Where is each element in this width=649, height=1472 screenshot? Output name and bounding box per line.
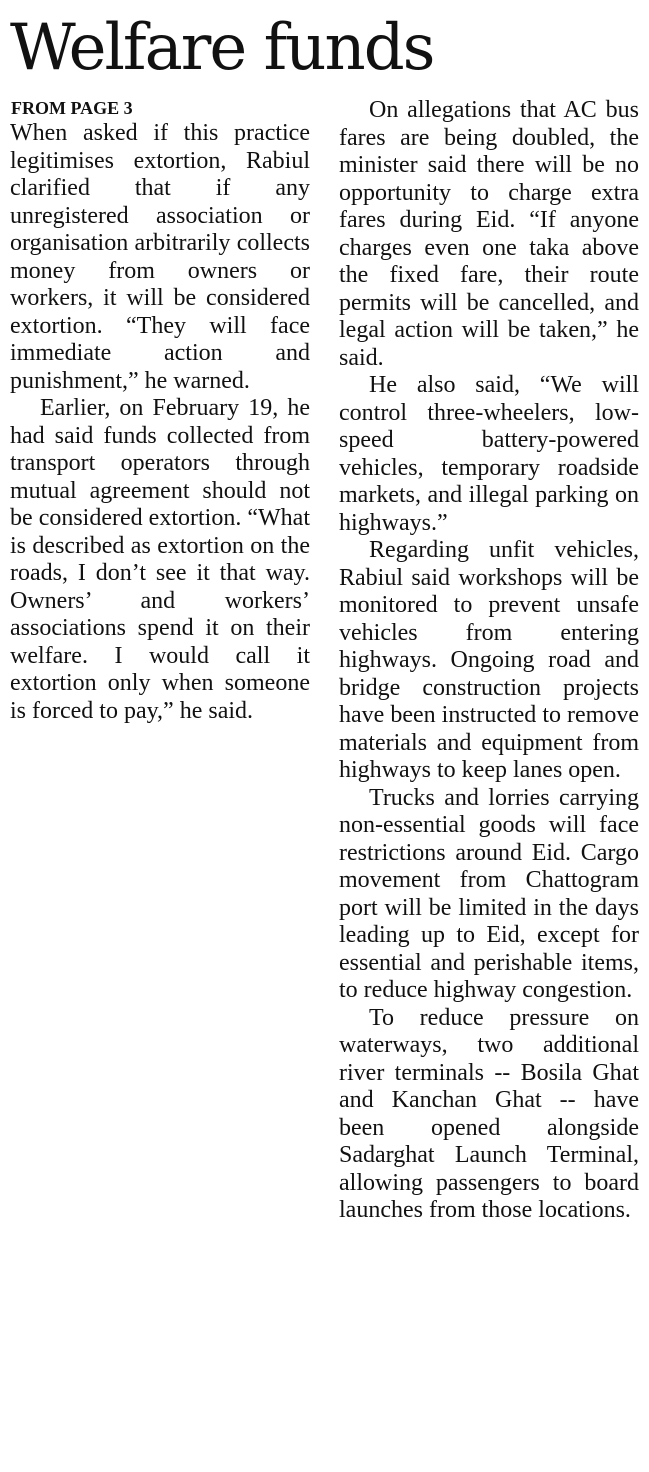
article-column-left [10, 120, 310, 725]
jump-line: FROM PAGE 3 [11, 98, 133, 118]
article-column-right [339, 97, 639, 1225]
paragraph: When asked if this practice legitimises extortion, Rabiul clarified that if any unregistered association or organisation arbitrarily collects money from owners or workers, it will be considered extortion. “They will face immediate action and punishment,” he warned. [10, 120, 310, 394]
paragraph: Trucks and lorries carrying non-essential goods will face restrictions around Eid. Cargo movement from Chattogram port will be limited in the days leading up to Eid, except for essential and perishable items, to reduce highway congestion. [339, 784, 639, 1003]
paragraph: Earlier, on February 19, he had said funds collected from transport operators through mutual agreement should not be considered extortion. “What is described as extortion on the roads, I don’t see it that way. Owners’ and workers’ associations spend it on their welfare. I would call it extortion only when someone is forced to pay,” he said. [10, 395, 310, 724]
headline: Welfare funds [10, 11, 434, 85]
paragraph: On allegations that AC bus fares are being doubled, the minister said there will be no opportunity to charge extra fares during Eid. “If anyone charges even one taka above the fixed fare, their route permits will be cancelled, and legal action will be taken,” he said. [339, 97, 639, 371]
paragraph: Regarding unfit vehicles, Rabiul said workshops will be monitored to prevent unsafe vehicles from entering highways. Ongoing road and bridge construction projects have been instructed to remove materials and equipment from highways to keep lanes open. [339, 537, 639, 783]
paragraph: To reduce pressure on waterways, two additional river terminals -- Bosila Ghat and Kanchan Ghat -- have been opened alongside Sadarghat Launch Terminal, allowing passengers to board launches from those locations. [339, 1004, 639, 1223]
paragraph: He also said, “We will control three-wheelers, low-speed battery-powered vehicles, temporary roadside markets, and illegal parking on highways.” [339, 372, 639, 536]
